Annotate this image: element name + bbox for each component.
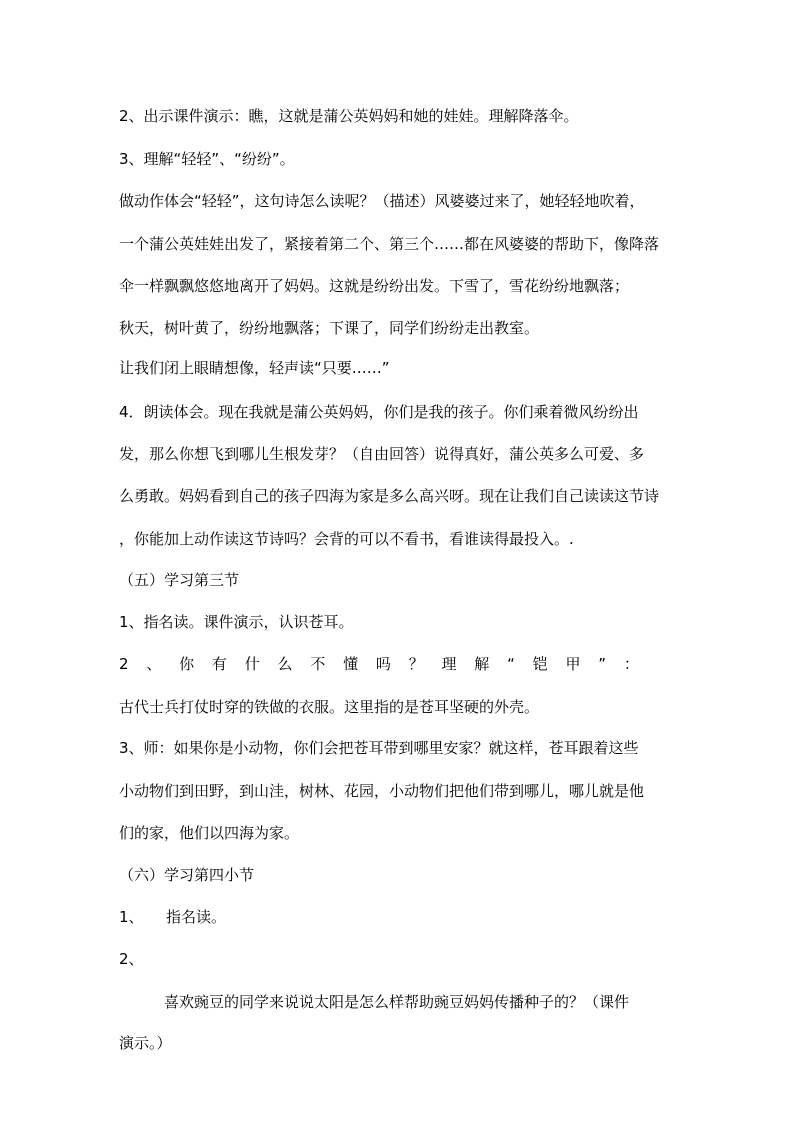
paragraph-line: 发，那么你想飞到哪儿生根发芽？（自由回答）说得真好，蒲公英多么可爱、多: [119, 445, 645, 463]
paragraph-line: 1、指名读。课件演示，认识苍耳。: [119, 613, 354, 631]
paragraph-line: 3、理解“轻轻”、“纷纷”。: [119, 150, 295, 168]
paragraph-line: 4．朗读体会。现在我就是蒲公英妈妈，你们是我的孩子。你们乘着微风纷纷出: [119, 403, 639, 421]
paragraph-line: 演示。）: [119, 1034, 172, 1052]
paragraph-line: 么勇敢。妈妈看到自己的孩子四海为家是多么高兴呀。现在让我们自己读读这节诗: [119, 487, 660, 505]
paragraph-line: 秋天，树叶黄了，纷纷地飘落；下课了，同学们纷纷走出教室。: [119, 319, 540, 337]
paragraph-line: 喜欢豌豆的同学来说说太阳是怎么样帮助豌豆妈妈传播种子的？（课件: [119, 993, 630, 1011]
paragraph-line: 2、出示课件演示：瞧，这就是蒲公英妈妈和她的娃娃。理解降落伞。: [119, 107, 579, 125]
section-heading: （六）学习第四小节: [119, 866, 255, 884]
paragraph-line: 伞一样飘飘悠悠地离开了妈妈。这就是纷纷出发。下雪了，雪花纷纷地飘落；: [119, 277, 630, 295]
paragraph-line: 小动物们到田野，到山洼，树林、花园，小动物们把他们带到哪儿，哪儿就是他: [119, 782, 645, 800]
paragraph-line: ，你能加上动作读这节诗吗？会背的可以不看书，看谁读得最投入。.: [119, 530, 574, 548]
paragraph-line: 一个蒲公英娃娃出发了，紧接着第二个、第三个……都在风婆婆的帮助下，像降落: [119, 235, 660, 253]
paragraph-line: 3、师：如果你是小动物，你们会把苍耳带到哪里安家？就这样，苍耳跟着这些: [119, 739, 639, 757]
paragraph-line: 让我们闭上眼睛想像，轻声读“只要……”: [119, 359, 390, 377]
paragraph-line: 2、: [119, 950, 144, 968]
section-heading: （五）学习第三节: [119, 571, 240, 589]
paragraph-line: 1、 指名读。: [119, 908, 227, 926]
justified-question-line: 2 、 你 有 什 么 不 懂 吗 ？ 理 解 “ 铠 甲 ” ：: [119, 655, 639, 673]
paragraph-line: 们的家，他们以四海为家。: [119, 824, 300, 842]
paragraph-line: 做动作体会“轻轻”，这句诗怎么读呢？（描述）风婆婆过来了，她轻轻地吹着，: [119, 192, 645, 210]
paragraph-line: 古代士兵打仗时穿的铁做的衣服。这里指的是苍耳坚硬的外壳。: [119, 698, 540, 716]
